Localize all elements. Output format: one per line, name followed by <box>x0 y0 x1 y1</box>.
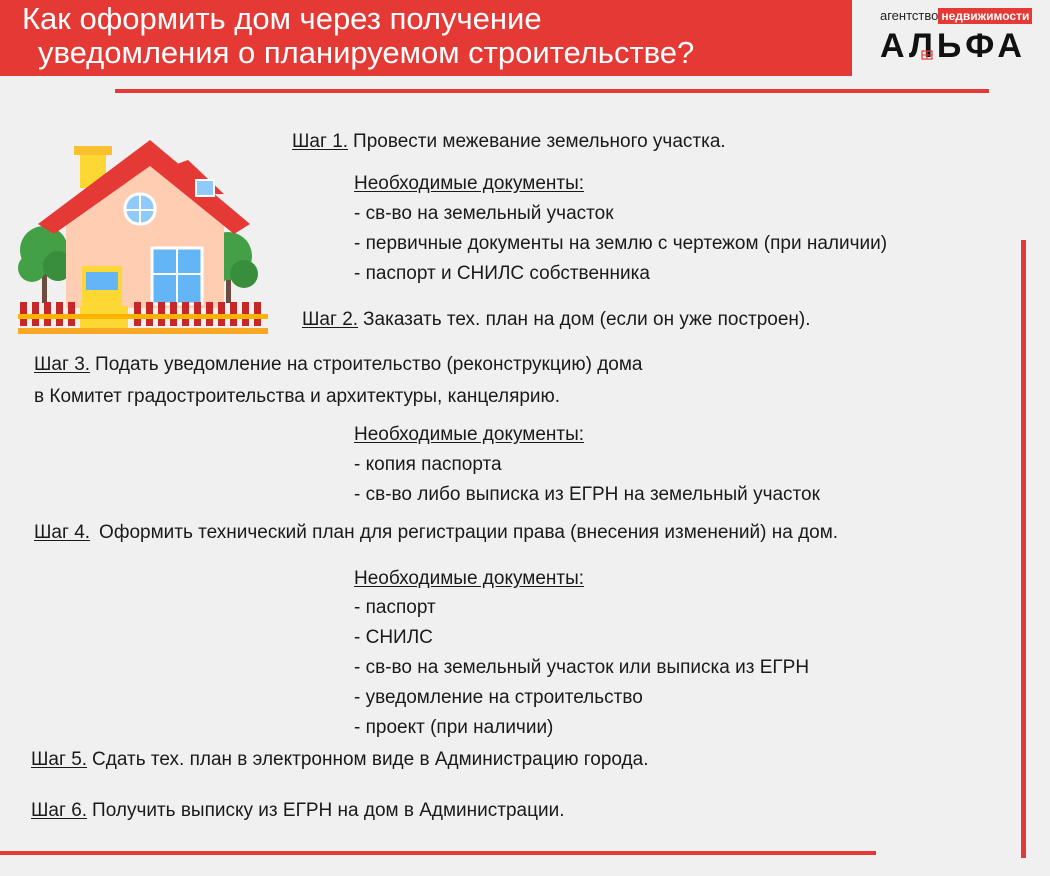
page-title <box>22 2 694 70</box>
step-1-docs-title: Необходимые документы: <box>354 173 585 194</box>
header-banner <box>0 0 852 76</box>
step-4-docs-title: Необходимые документы: <box>354 568 585 589</box>
step-3 <box>34 354 643 376</box>
agency-logo <box>880 8 1040 68</box>
divider-right <box>1021 240 1026 858</box>
step-4 <box>34 522 838 544</box>
step-3-doc-item: - св-во либо выписка из ЕГРН на земельный участок <box>354 484 820 505</box>
step-1-label: Шаг 1. <box>292 131 349 152</box>
step-6-text: Получить выписку из ЕГРН на дом в Администрации. <box>92 800 565 821</box>
step-1-doc-item: - первичные документы на землю с чертежом (при наличии) <box>354 233 888 254</box>
step-4-text: Оформить технический план для регистрации права (внесения изменений) на дом. <box>99 522 839 543</box>
step-5-label: Шаг 5. <box>31 749 88 770</box>
step-3-text-line-2: в Комитет градостроительства и архитектуры, канцелярию. <box>34 386 561 407</box>
step-4-doc-item: - паспорт <box>354 597 436 618</box>
step-1-doc-item: - св-во на земельный участок <box>354 203 614 224</box>
step-5-text: Сдать тех. план в электронном виде в Администрацию города. <box>92 749 649 770</box>
divider-bottom <box>0 851 876 855</box>
step-4-doc-item: - проект (при наличии) <box>354 717 554 738</box>
step-4-doc-item: - св-во на земельный участок или выписка из ЕГРН <box>354 657 810 678</box>
step-3-doc-item: - копия паспорта <box>354 454 502 475</box>
step-2 <box>302 309 811 331</box>
logo-house-icon <box>920 48 934 60</box>
step-1-text: Провести межевание земельного участка. <box>353 131 726 152</box>
step-2-text: Заказать тех. план на дом (если он уже построен). <box>363 309 811 330</box>
step-4-doc-item: - уведомление на строительство <box>354 687 643 708</box>
logo-name: АЛЬФА <box>880 27 1026 65</box>
logo-tag-left: агентство <box>880 8 939 23</box>
step-6-label: Шаг 6. <box>31 800 88 821</box>
step-1-doc-item: - паспорт и СНИЛС собственника <box>354 263 650 284</box>
logo-tagline <box>880 8 1032 24</box>
step-2-label: Шаг 2. <box>302 309 359 330</box>
step-4-label: Шаг 4. <box>34 522 91 543</box>
step-5 <box>31 749 649 771</box>
logo-tag-right: недвижимости <box>938 8 1032 24</box>
step-3-label: Шаг 3. <box>34 354 91 375</box>
page-title-line-1: Как оформить дом через получение <box>22 1 542 36</box>
step-3-text: Подать уведомление на строительство (реконструкцию) дома <box>95 354 643 375</box>
step-1 <box>292 131 726 153</box>
divider-top <box>115 89 989 93</box>
step-4-doc-item: - СНИЛС <box>354 627 433 648</box>
step-6 <box>31 800 565 822</box>
page-title-line-2: уведомления о планируемом строительстве? <box>38 35 695 70</box>
house-icon <box>18 138 268 334</box>
step-3-docs-title: Необходимые документы: <box>354 424 585 445</box>
